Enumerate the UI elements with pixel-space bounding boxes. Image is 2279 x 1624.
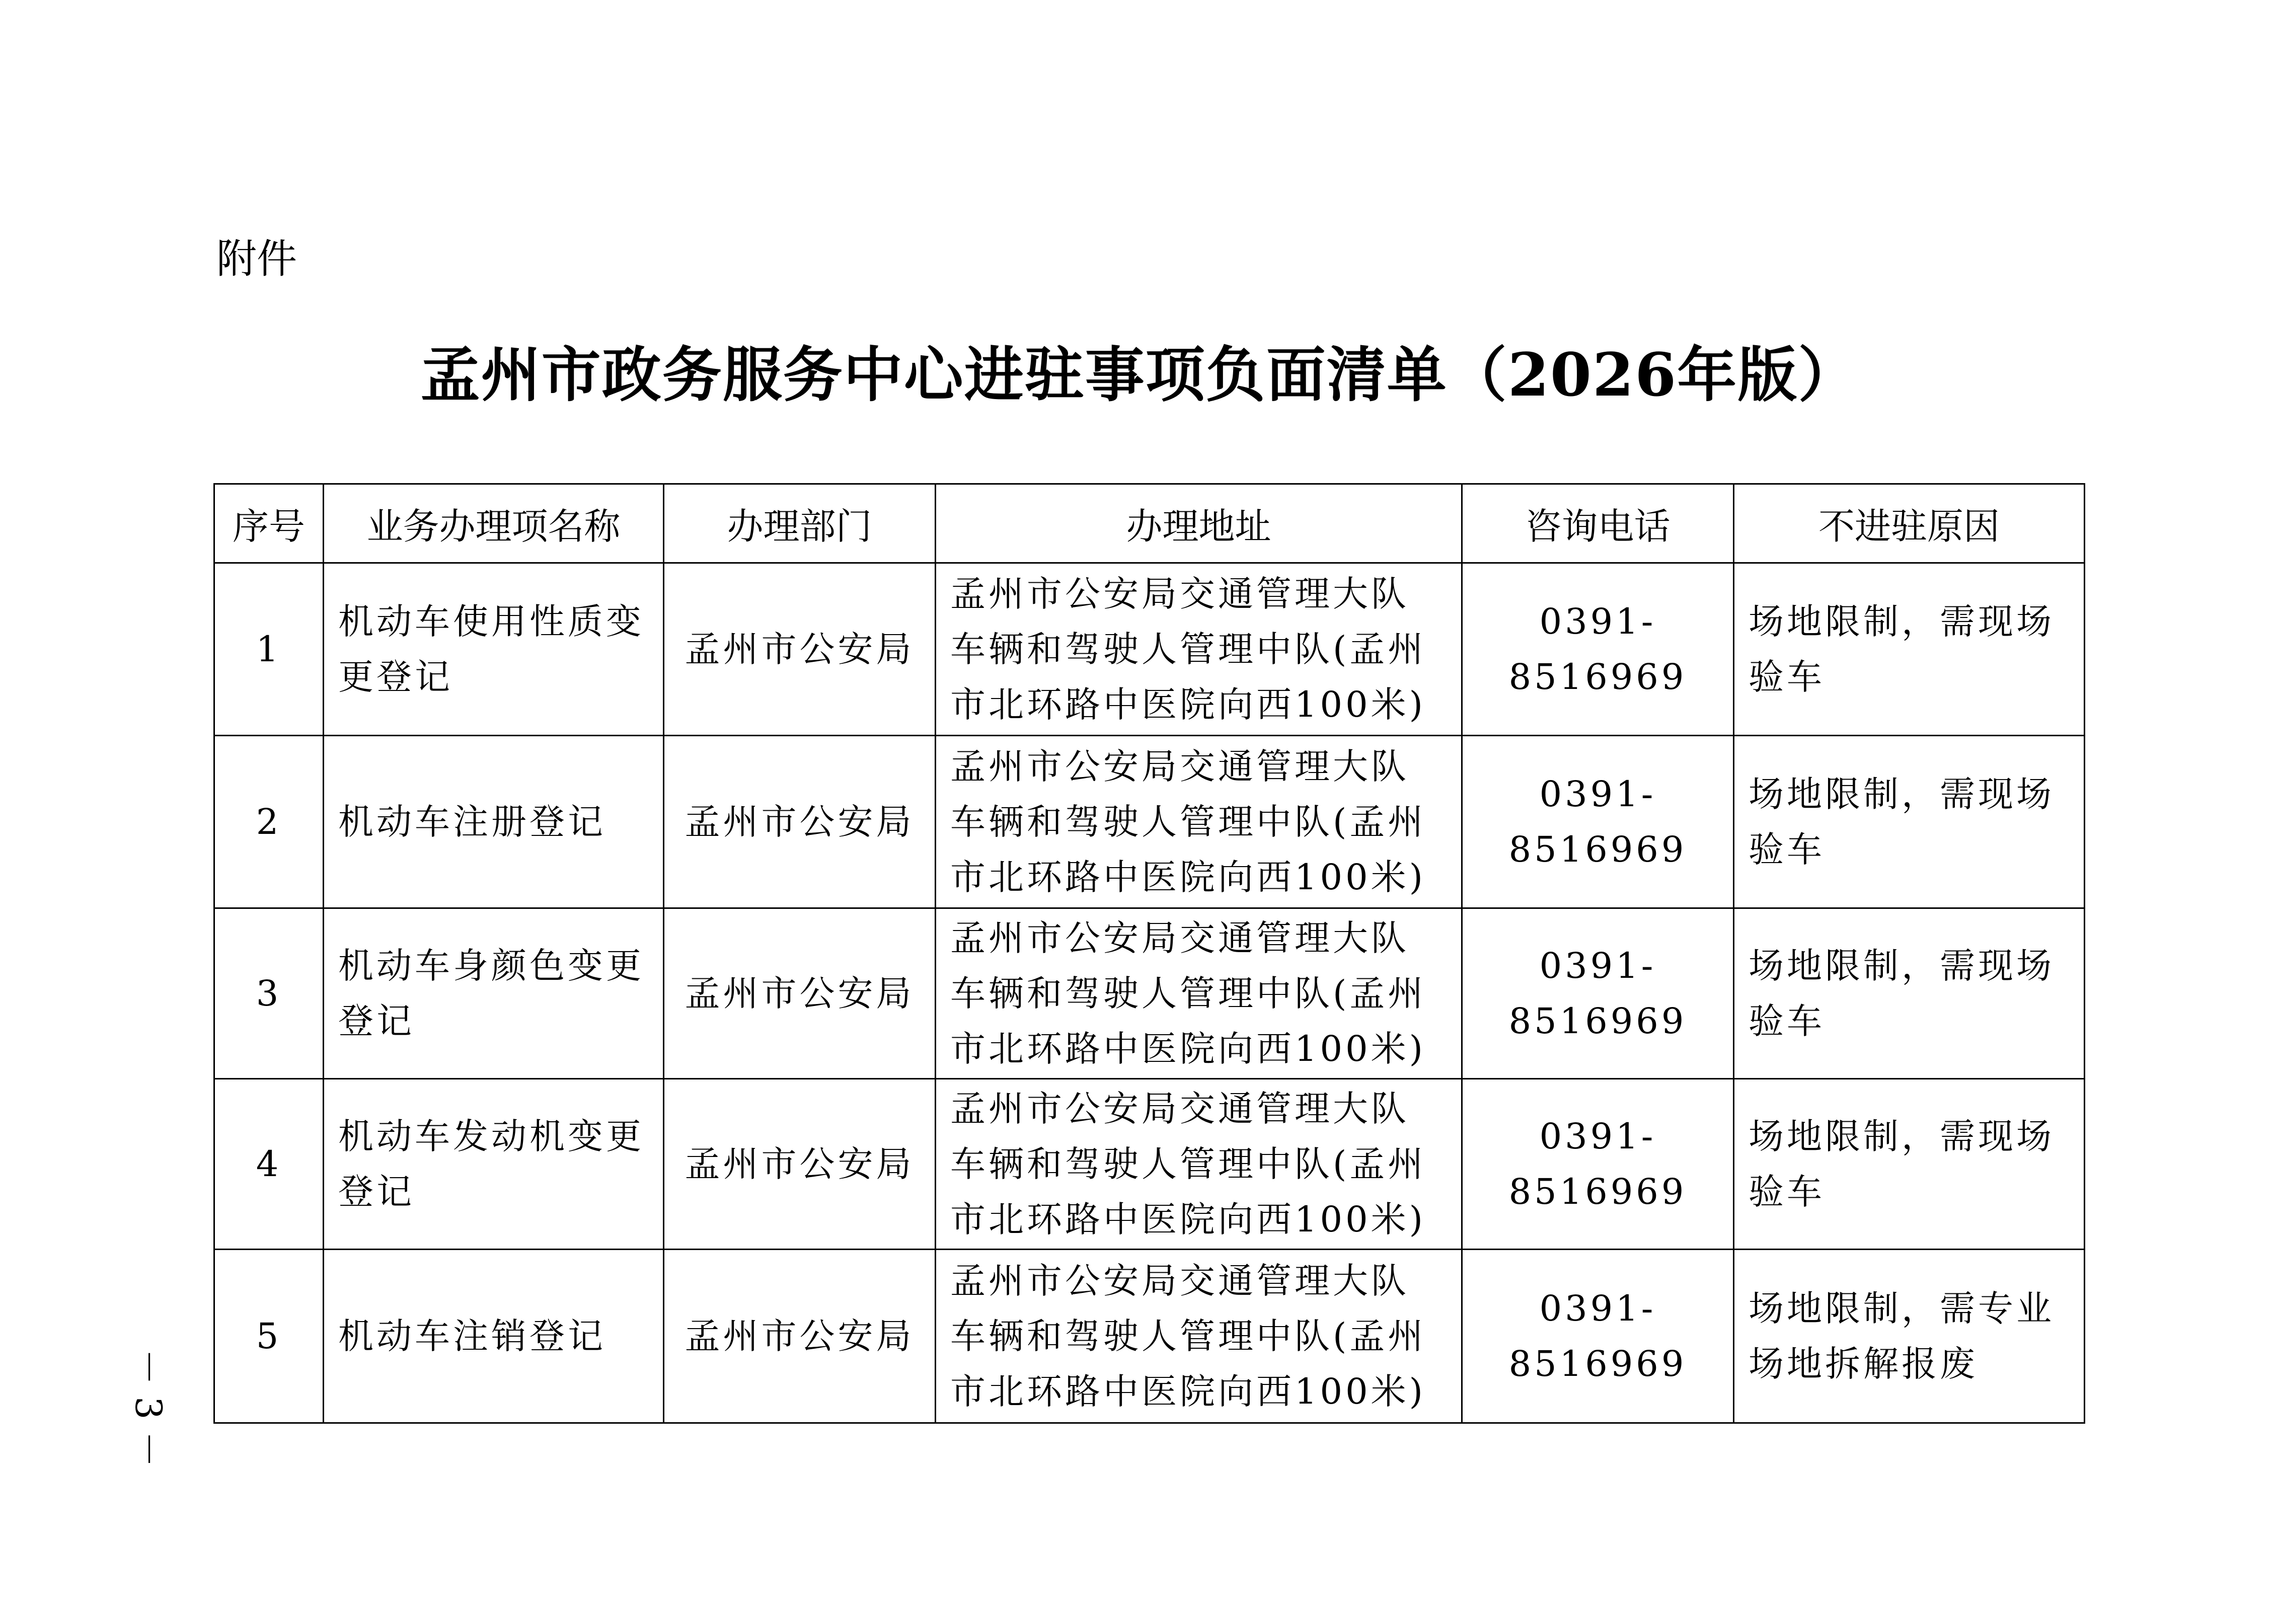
row-reason: 场地限制，需现场验车 — [1734, 1079, 2085, 1250]
row-reason: 场地限制，需现场验车 — [1734, 736, 2085, 908]
row-serial: 4 — [214, 1079, 324, 1250]
row-serial: 3 — [214, 908, 324, 1079]
page-number: － 3 － — [127, 1349, 170, 1467]
row-item-name: 机动车注销登记 — [324, 1250, 664, 1423]
row-address: 孟州市公安局交通管理大队车辆和驾驶人管理中队(孟州市北环路中医院向西100米) — [936, 908, 1462, 1079]
row-reason: 场地限制，需现场验车 — [1734, 563, 2085, 736]
header-serial: 序号 — [214, 484, 324, 563]
table-row — [214, 736, 2085, 908]
table-row — [214, 908, 2085, 1079]
header-department: 办理部门 — [664, 484, 936, 563]
row-department: 孟州市公安局 — [664, 908, 936, 1079]
table-row — [214, 1079, 2085, 1250]
header-item-name: 业务办理项名称 — [324, 484, 664, 563]
row-address: 孟州市公安局交通管理大队车辆和驾驶人管理中队(孟州市北环路中医院向西100米) — [936, 1250, 1462, 1423]
row-phone: 0391-8516969 — [1462, 563, 1734, 736]
table-header-row — [214, 484, 2085, 563]
row-department: 孟州市公安局 — [664, 1079, 936, 1250]
row-phone: 0391-8516969 — [1462, 908, 1734, 1079]
document-title: 孟州市政务服务中心进驻事项负面清单（2026年版） — [420, 340, 1859, 410]
row-item-name: 机动车使用性质变更登记 — [324, 563, 664, 736]
row-phone: 0391-8516969 — [1462, 1079, 1734, 1250]
row-item-name: 机动车身颜色变更登记 — [324, 908, 664, 1079]
attachment-label: 附件 — [216, 236, 297, 282]
row-department: 孟州市公安局 — [664, 1250, 936, 1423]
row-phone: 0391-8516969 — [1462, 736, 1734, 908]
row-phone: 0391-8516969 — [1462, 1250, 1734, 1423]
row-department: 孟州市公安局 — [664, 736, 936, 908]
negative-list-table — [213, 483, 2085, 1424]
row-department: 孟州市公安局 — [664, 563, 936, 736]
header-reason: 不进驻原因 — [1734, 484, 2085, 563]
row-address: 孟州市公安局交通管理大队车辆和驾驶人管理中队(孟州市北环路中医院向西100米) — [936, 563, 1462, 736]
row-item-name: 机动车注册登记 — [324, 736, 664, 908]
row-serial: 2 — [214, 736, 324, 908]
row-serial: 5 — [214, 1250, 324, 1423]
row-address: 孟州市公安局交通管理大队车辆和驾驶人管理中队(孟州市北环路中医院向西100米) — [936, 736, 1462, 908]
row-reason: 场地限制，需现场验车 — [1734, 908, 2085, 1079]
header-address: 办理地址 — [936, 484, 1462, 563]
row-reason: 场地限制，需专业场地拆解报废 — [1734, 1250, 2085, 1423]
row-address: 孟州市公安局交通管理大队车辆和驾驶人管理中队(孟州市北环路中医院向西100米) — [936, 1079, 1462, 1250]
table-row — [214, 563, 2085, 736]
row-serial: 1 — [214, 563, 324, 736]
row-item-name: 机动车发动机变更登记 — [324, 1079, 664, 1250]
header-phone: 咨询电话 — [1462, 484, 1734, 563]
table-row — [214, 1250, 2085, 1423]
